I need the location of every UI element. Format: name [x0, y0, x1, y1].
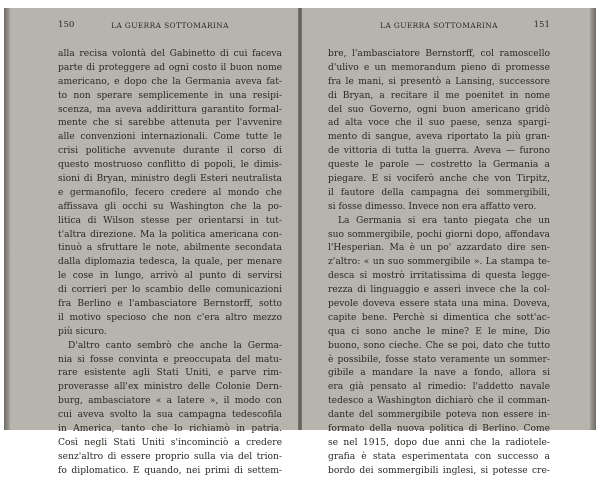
text-line: fra le mani, si presentò a Lansing, successore [328, 76, 550, 87]
text-line: dalla diplomazia tedesca, la quale, per menare [58, 257, 282, 268]
text-line: capite bene. Perchè si dimentica che sott'ac- [328, 312, 550, 323]
text-line: le cose in lungo, arrivò al punto di servirsi [58, 271, 282, 282]
text-line: formato della nuova politica di Berlino. Come [328, 424, 550, 435]
text-line: in America, tanto che lo richiamò in patria. [58, 424, 282, 435]
text-line: del suo Governo, ogni buon americano gridò [328, 104, 550, 115]
text-line: gibile a mandare la nave a fondo, allora si [328, 368, 550, 379]
text-line: scenza, ma aveva addirittura garantito formal- [58, 104, 282, 115]
text-line: dante del sommergibile poteva non essere in- [328, 410, 550, 421]
text-line: t'altra direzione. Ma la politica americana con- [58, 229, 282, 240]
text-line: fo diplomatico. E quando, nei primi di settem- [58, 465, 282, 476]
left-text-column [58, 48, 282, 479]
text-line: tedesco a Washington dichiarò che il comman- [328, 396, 550, 407]
text-line: se nel 1915, dopo due anni che la radiotele- [328, 437, 550, 448]
text-line: di Bryan, a recitare il me poenitet in nome [328, 90, 550, 101]
text-line: de vittoria di tutta la guerra. Aveva — furono [328, 146, 550, 157]
right-text-column [328, 48, 550, 479]
text-line: d'ulivo e un memorandum pieno di promesse [328, 62, 550, 73]
text-line: il fautore della campagna dei sommergibili, [328, 187, 550, 198]
text-line: e germanofilo, fecero credere al mondo che [58, 187, 282, 198]
text-line: litica di Wilson stesse per orientarsi in tut- [58, 215, 282, 226]
text-line: è possibile, fosse stato veramente un sommer- [328, 354, 550, 365]
text-line: alla recisa volontà del Gabinetto di cui faceva [58, 49, 282, 59]
text-line: più sicuro. [58, 326, 107, 337]
text-line: burg, ambasciatore « a latere », il modo con [58, 396, 282, 407]
text-line: cui aveva svolto la sua campagna tedescofila [58, 410, 282, 421]
text-line: l'Hesperian. Ma è un po' azzardato dire sen- [328, 243, 550, 254]
text-line: di corrieri per lo scambio delle comunicazioni [58, 285, 282, 296]
text-line: buono, sono cieche. Che se poi, dato che tutto [328, 340, 550, 351]
text-line: bre, l'ambasciatore Bernstorff, col ramoscello [328, 49, 550, 59]
text-line: crisi politiche avvenute durante il corso di [58, 146, 282, 157]
text-line: D'altro canto sembrò che anche la Germa- [68, 340, 282, 351]
text-line: parte di proteggere ad ogni costo il buon nome [58, 62, 282, 73]
right-running-head: LA GUERRA SOTTOMARINA [380, 21, 498, 30]
left-page-number: 150 [58, 20, 75, 30]
text-line: alle convenzioni internazionali. Come tutte le [58, 132, 282, 143]
text-line: grafia è stata esperimentata con successo a [328, 451, 550, 462]
right-page-number: 151 [533, 20, 550, 30]
text-line: questo mostruoso conflitto di popoli, le dimis- [58, 160, 282, 171]
text-line: senz'altro di essere proprio sulla via del trion- [58, 451, 282, 462]
right-page [302, 8, 596, 476]
left-page-header [58, 20, 282, 32]
text-line: z'altro: « un suo sommergibile ». La stampa te- [328, 257, 550, 268]
text-line: queste le parole — costretto la Germania a [328, 160, 550, 171]
text-line: piegare. E si vociferò anche che von Tirpitz, [328, 174, 550, 185]
left-running-head: LA GUERRA SOTTOMARINA [111, 21, 229, 30]
text-line: sioni di Bryan, ministro degli Esteri neutralista [58, 174, 282, 185]
text-line: mento di sangue, aveva riportato la più gran- [328, 132, 550, 143]
text-line: qua ci sono anche le mine? E le mine, Dio [328, 326, 550, 337]
right-page-header [328, 20, 550, 32]
page-edge-right [590, 8, 596, 430]
text-line: nia si fosse convinta e preoccupata del matu- [58, 354, 282, 365]
text-line: desca si mostrò irritatissima di questa legge- [328, 271, 550, 282]
text-line: Così negli Stati Uniti s'incominciò a credere [58, 437, 282, 448]
text-line: affissava gli occhi su Washington che la po- [58, 201, 282, 212]
text-line: mente che si sarebbe attenuta per l'avvenire [58, 118, 282, 129]
text-line: to non sperare semplicemente in una resipi- [58, 90, 282, 101]
text-line: era già pensato al rimedio: l'addetto navale [328, 382, 550, 393]
text-line: rare esistente agli Stati Uniti, e parve rim- [58, 368, 282, 379]
text-line: rezza di linguaggio e asserì invece che la col- [328, 285, 550, 296]
text-line: si fosse dimesso. Invece non era affatto vero. [328, 201, 537, 212]
text-line: fra Berlino e l'ambasciatore Bernstorff, sotto [58, 299, 282, 310]
text-line: La Germania si era tanto piegata che un [338, 215, 550, 226]
text-line: tinuò a sfruttare le note, abilmente secondata [58, 243, 282, 254]
text-line: americano, e dopo che la Germania aveva fat- [58, 76, 282, 87]
page-edge-left [4, 8, 10, 430]
text-line: proverasse all'ex ministro delle Colonie Dern- [58, 382, 282, 393]
text-line: bordo dei sommergibili inglesi, si potesse cre- [328, 465, 550, 476]
text-line: suo sommergibile, pochi giorni dopo, affondava [328, 229, 550, 240]
text-line: il motivo specioso che non c'era altro mezzo [58, 312, 282, 323]
text-line: pevole doveva essere stata una mina. Doveva, [328, 299, 550, 310]
book-spread [4, 8, 596, 476]
left-page [4, 8, 298, 476]
text-line: ad alta voce che il suo paese, senza spargi- [328, 118, 550, 129]
